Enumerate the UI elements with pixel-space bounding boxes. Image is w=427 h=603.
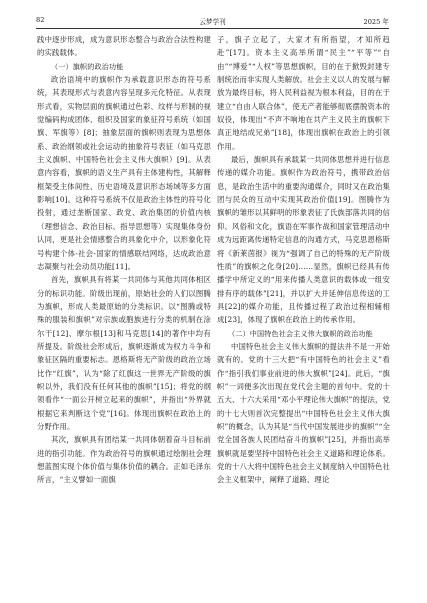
paragraph-guidance-function: 其次，旗帜具有团结某一共同体朝着奋斗目标前进的指引功能。作为政治符号的旗帜通过绘制社会理想蓝图实现个体价值与集体价值的耦合。正如毛泽东所言，“主义譬如一面旗 [37,435,211,485]
left-column [37,33,211,487]
journal-name: 云梦学刊 [199,18,226,26]
paragraph-flag-symbol-system: 政治语境中的旗帜作为承载意识形态的符号系统，其表现形式与表意内容呈现多元化特征。从表现形式看，实物层面的旗帜通过色彩、纹样与形制的视觉编码构成团体、组织及国家的象征符号系统（如国旗、军旗等）[8]；抽象层面的旗帜则表现为思想体系、政治纲领或社会运动的抽象符号表征（如马克思主义旗帜、中国特色社会主义伟大旗帜）[9]。从表意内容看，旗帜的语义生产具有主体建构性，其解释框架受主体间性、历史语境及意识形态场域等多方面影响[10]。这种符号系统不仅是政治主体性的符号化投射，通过垄断国家、政党、政治集团的价值内核（理想信念、政治目标、指导思想等）实现集体身份认同，更是社会情感整合的具象化中介，以形象化符号构建个体-社会-国家的情感联结网络，达成政治意志凝聚与社会动员功能[11]。 [37,75,211,271]
section-heading-flag-function: （一）旗帜的政治功能 [51,61,124,71]
paragraph-media-function: 最后，旗帜具有承载某一共同体思想并进行信息传递的媒介功能。旗帜作为政治符号，携带政治信息，是政治生活中的重要沟通媒介，同时又在政治集团与民众的互动中实现其政治价值[19]。图腾作为旗帜的雏形以其鲜明的形象表征了氏族部落共同的信仰、风俗和文化，旗语在军事作战和国家管理活动中成为远距离传递特定信息的沟通方式，马克思恩格斯将《新莱茵报》视为“强调了自己的特殊的无产阶级性质”的旗帜之化身[20]……显然，旗帜已经具有传播学中所定义的“用来传播人类意识的载体或一组安排有序的载体”[21]，并以扩大并延伸信息传送的工具[22]的媒介功能，且传播过程了政治过程相辅相成[23]，体现了旗帜在政治上的传承作用。 [217,155,390,325]
section-heading-socialism-flag: （二）中国特色社会主义伟大旗帜的政治功能 [228,328,373,338]
right-column [217,33,390,487]
paragraph-continued: 子，旗子立起了，大家才有所指望，才知所趋赴”[17]。资本主义高举所谓“民主”“平等”“自由”“博爱”“人权”等思想旗帜，目的在于掀毁封建专制统治而非实现人类解放。社会主义以人的发展与解放为最终目标，将人民利益视为根本利益，目的在于建立“自由人联合体”，使无产者能够彻底摆脱资本的奴役，体现出“不声不响地在共产主义民主的旗帜下真正地结成兄弟”[18]，体现出旗帜在政治上的引领作用。 [217,35,390,151]
page-number: 82 [36,16,45,24]
paragraph-party-congress-history: 中国特色社会主义伟大旗帜的提法并不是一开始就有的。党的十三大把“有中国特色的社会主义”看作“指引我们事业前进的伟大旗帜”[24]。此后，“旗帜”一词便多次出现在党代会主题的首句中。党的十五大、十六大采用“邓小平理论伟大旗帜”的提法，党的十七大则首次完整提出“中国特色社会主义伟大旗帜”的概念，认为其是“当代中国发展进步的旗帜”“全党全国各族人民团结奋斗的旗帜”[25]，并指出高举旗帜就是要坚持中国特色社会主义道路和理论体系。党的十八大将中国特色社会主义制度纳入中国特色社会主义框架中，阐释了道路、理论 [217,341,390,485]
header-rule [36,28,389,29]
paragraph-identification-function: 首先，旗帜具有将某一共同体与其他共同体相区分的标识功能。阶级出现前，原始社会的人们以图腾为旗帜，形成人类最原始的分类标识。以“图腾或特殊的服装和旗帜”对宗族或胞族进行分类的机制在涂尔干[12]、摩尔根[13]和马克思[14]的著作中均有所提及。阶级社会形成后，旗帜逐渐成为权力斗争和象征区隔的重要标志。恩格斯将无产阶级的政治立场比作“红旗”，认为“除了红旗这一世界无产阶级的旗帜以外，我们没有任何其他的旗帜”[15]；将党的纲领看作“一面公开树立起来的旗帜”，并指出“外界就根据它来判断这个党”[16]。体现出旗帜在政治上的分野作用。 [37,275,211,431]
paragraph-continued: 践中逐步形成，成为意识形态整合与政治合法性构建的实践载体。 [37,35,211,58]
publication-year: 2025 年 [363,18,389,26]
